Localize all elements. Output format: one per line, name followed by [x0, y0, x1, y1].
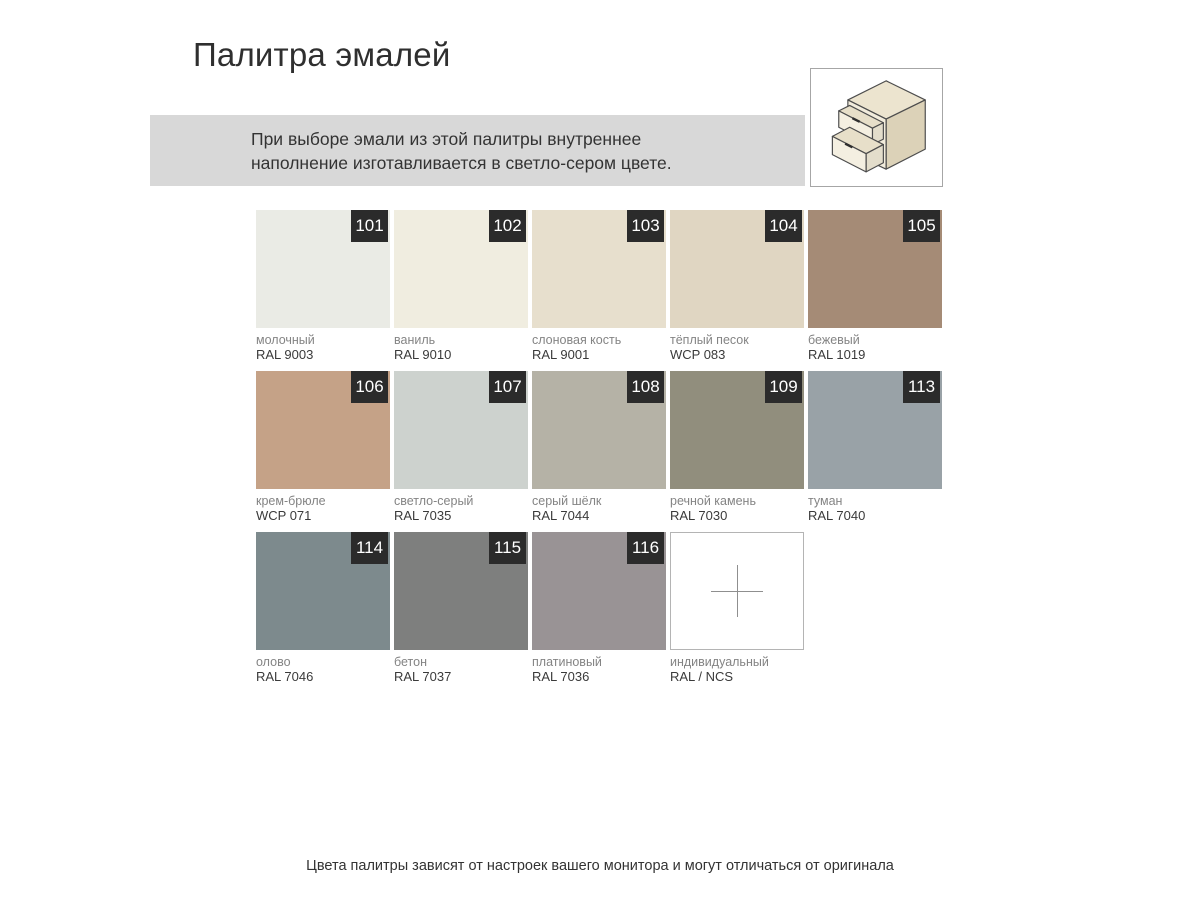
swatch-code: RAL / NCS [670, 669, 734, 684]
note-text: При выборе эмали из этой палитры внутреннее наполнение изготавливается в светло-сером цвете. [251, 128, 672, 173]
swatch-color[interactable] [394, 532, 528, 650]
cabinet-illustration-frame [810, 68, 943, 187]
swatch-number-badge: 106 [351, 371, 388, 403]
swatch-code: RAL 7040 [808, 508, 866, 523]
swatch-color[interactable] [532, 371, 666, 489]
swatch-cell [532, 210, 666, 371]
swatch-color[interactable] [670, 210, 804, 328]
swatch-cell [394, 532, 528, 693]
swatch-code: WCP 071 [256, 508, 312, 523]
swatch-name: бетон [394, 655, 427, 669]
swatch-name: индивидуальный [670, 655, 769, 669]
swatch-cell [532, 532, 666, 693]
swatch-name: речной камень [670, 494, 756, 508]
swatch-code: RAL 7046 [256, 669, 314, 684]
swatch-code: WCP 083 [670, 347, 726, 362]
swatch-name: крем-брюле [256, 494, 326, 508]
footer-disclaimer: Цвета палитры зависят от настроек вашего монитора и могут отличаться от оригинала [306, 858, 894, 874]
swatch-number-badge: 107 [489, 371, 526, 403]
swatch-cell [532, 371, 666, 532]
swatch-number-badge: 102 [489, 210, 526, 242]
swatch-cell [394, 210, 528, 371]
swatch-name: бежевый [808, 333, 860, 347]
swatch-cell [808, 371, 942, 532]
swatch-cell [808, 210, 942, 371]
swatch-code: RAL 7035 [394, 508, 452, 523]
swatch-code: RAL 7036 [532, 669, 590, 684]
swatch-cell [256, 210, 390, 371]
swatch-color[interactable] [256, 210, 390, 328]
swatch-code: RAL 7037 [394, 669, 452, 684]
swatch-code: RAL 9010 [394, 347, 452, 362]
palette-grid [256, 210, 946, 693]
swatch-color[interactable] [256, 532, 390, 650]
swatch-color[interactable] [532, 532, 666, 650]
swatch-number-badge: 115 [489, 532, 526, 564]
swatch-cell [670, 210, 804, 371]
swatch-name: платиновый [532, 655, 602, 669]
swatch-color[interactable] [394, 210, 528, 328]
swatch-number-badge: 114 [351, 532, 388, 564]
swatch-name: молочный [256, 333, 315, 347]
swatch-name: слоновая кость [532, 333, 622, 347]
swatch-color[interactable] [670, 532, 804, 650]
swatch-color[interactable] [532, 210, 666, 328]
swatch-color[interactable] [670, 371, 804, 489]
swatch-cell [256, 532, 390, 693]
swatch-cell [670, 371, 804, 532]
swatch-number-badge: 109 [765, 371, 802, 403]
swatch-name: тёплый песок [670, 333, 749, 347]
swatch-cell [670, 532, 804, 693]
two-drawer-cabinet-icon [816, 69, 938, 186]
swatch-name: туман [808, 494, 843, 508]
swatch-color[interactable] [394, 371, 528, 489]
swatch-name: серый шёлк [532, 494, 602, 508]
swatch-cell [394, 371, 528, 532]
swatch-code: RAL 9003 [256, 347, 314, 362]
page-title: Палитра эмалей [193, 36, 451, 73]
swatch-number-badge: 101 [351, 210, 388, 242]
swatch-number-badge: 104 [765, 210, 802, 242]
swatch-number-badge: 103 [627, 210, 664, 242]
swatch-code: RAL 7044 [532, 508, 590, 523]
note-box [150, 115, 805, 186]
swatch-number-badge: 116 [627, 532, 664, 564]
swatch-number-badge: 108 [627, 371, 664, 403]
swatch-name: олово [256, 655, 291, 669]
swatch-code: RAL 9001 [532, 347, 590, 362]
swatch-name: светло-серый [394, 494, 474, 508]
swatch-number-badge: 113 [903, 371, 940, 403]
swatch-color[interactable] [808, 210, 942, 328]
swatch-color[interactable] [256, 371, 390, 489]
swatch-number-badge: 105 [903, 210, 940, 242]
plus-icon [711, 565, 763, 617]
swatch-color[interactable] [808, 371, 942, 489]
swatch-cell [256, 371, 390, 532]
swatch-code: RAL 1019 [808, 347, 866, 362]
swatch-code: RAL 7030 [670, 508, 728, 523]
swatch-name: ваниль [394, 333, 436, 347]
